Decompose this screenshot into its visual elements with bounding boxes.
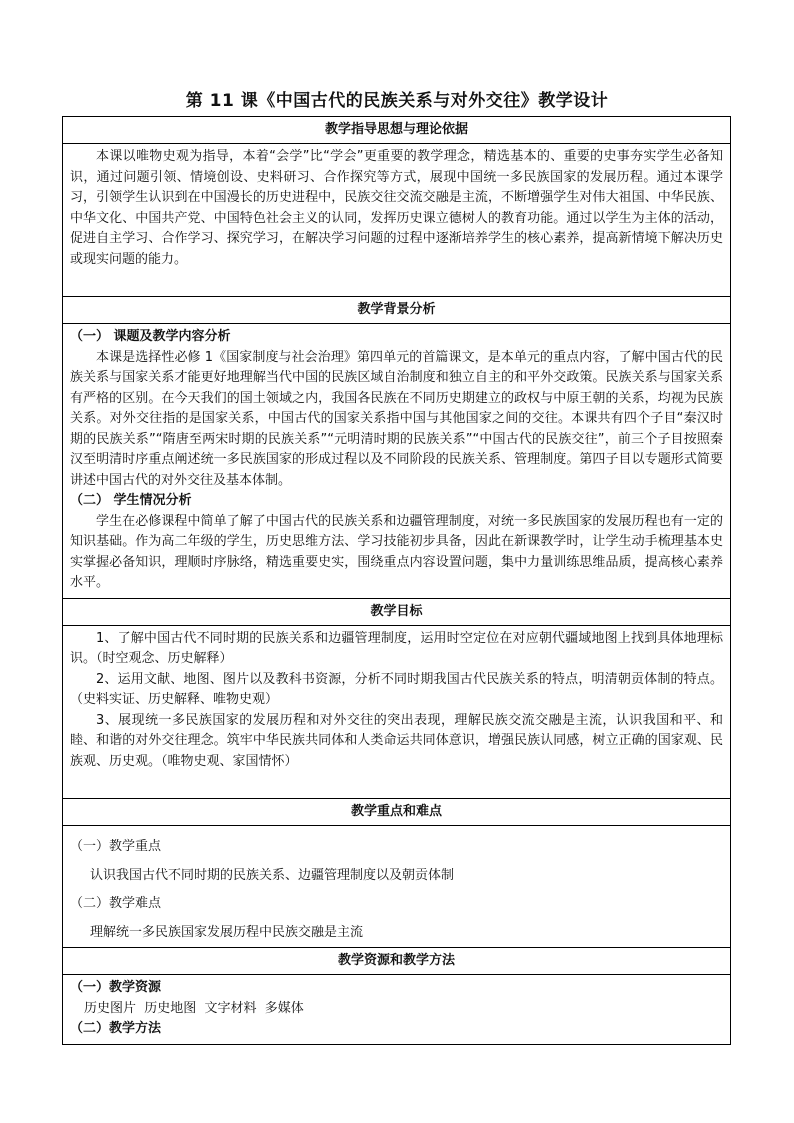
section-body-background: [63, 324, 731, 599]
section-body-keypoints: [63, 826, 731, 948]
background-text-2: 学生在必修课程中简单了解了中国古代的民族关系和边疆管理制度，对统一多民族国家的发展历程也有一定的知识基础。作为高二年级的学生，历史思维方法、学习技能初步具备，因此在新课教学时，让学生动手梳理基本史实掌握必备知识，理顺时序脉络，精选重要史实，围绕重点内容设置问题，集中力量训练思维品质，提高核心素养水平。: [70, 513, 723, 590]
keypoints-subheading-2: （二）教学难点: [70, 896, 162, 911]
resources-subheading-2: （二）教学方法: [70, 1021, 162, 1036]
section-heading-resources: 教学资源和教学方法: [63, 948, 731, 975]
lesson-plan-table: [62, 116, 731, 1045]
section-heading-guiding: 教学指导思想与理论依据: [63, 117, 731, 144]
background-text-1: 本课是选择性必修 1《国家制度与社会治理》第四单元的首篇课文，是本单元的重点内容，了解中国古代的民族关系与国家关系才能更好地理解当代中国的民族区域自治制度和独立自主的和平外交政策。民族关系与国家关系有严格的区别。在今天我们的国土领域之内，我国各民族在不同历史期建立的政权与中原王朝的关系，均视为民族关系。对外交往指的是国家关系，中国古代的国家关系指中国与其他国家之间的交往。本课共有四个子目“秦汉时期的民族关系”“隋唐至两宋时期的民族关系”“元明清时期的民族关系”“中国古代的民族交往”，前三个子目按照秦汉至明清时序重点阐述统一多民族国家的形成过程以及不同阶段的民族关系、管理制度。第四子目以专题形式简要讲述中国古代的对外交往及基本体制。: [70, 349, 723, 488]
background-subheading-1: （一） 课题及教学内容分析: [70, 329, 231, 344]
keypoints-text-1: 认识我国古代不同时期的民族关系、边疆管理制度以及朝贡体制: [90, 867, 455, 883]
spacer: [70, 829, 723, 837]
section-heading-background: 教学背景分析: [63, 297, 731, 324]
section-body-guiding: [63, 144, 731, 297]
spacer: [70, 915, 723, 923]
spacer: [70, 858, 723, 866]
section-heading-keypoints: 教学重点和难点: [63, 799, 731, 826]
goal-item-1: 1、了解中国古代不同时期的民族关系和边疆管理制度，运用时空定位在对应朝代疆域地图上找到具体地理标识。（时空观念、历史解释）: [70, 630, 723, 666]
spacer: [70, 772, 723, 794]
page-title: 第 11 课《中国古代的民族关系与对外交往》教学设计: [185, 91, 609, 111]
keypoints-text-2: 理解统一多民族国家发展历程中民族交融是主流: [90, 924, 364, 940]
section-body-goals: [63, 625, 731, 799]
guiding-text: 本课以唯物史观为指导，本着“会学”比“学会”更重要的教学理念，精选基本的、重要的史事夯实学生必备知识，通过问题引领、情境创设、史料研习、合作探究等方式，展现中国统一多民族国家的发展历程。通过本课学习，引领学生认识到在中国漫长的历史进程中，民族交往交流交融是主流，不断增强学生对伟大祖国、中华民族、中华文化、中国共产党、中国特色社会主义的认同，发挥历史课立德树人的教育功能。通过以学生为主体的活动，促进自主学习、合作学习、探究学习，在解决学习问题的过程中逐渐培养学生的核心素养，提高新情境下解决历史或现实问题的能力。: [70, 149, 723, 267]
goal-item-3: 3、展现统一多民族国家的发展历程和对外交往的突出表现，理解民族交流交融是主流，认识我国和平、和睦、和谐的对外交往理念。筑牢中华民族共同体和人类命运共同体意识，增强民族认同感，树立正确的国家观、民族观、历史观。（唯物史观、家国情怀）: [70, 712, 723, 769]
section-heading-goals: 教学目标: [63, 598, 731, 625]
resources-text-1: 历史图片 历史地图 文字材料 多媒体: [84, 1000, 304, 1016]
spacer: [70, 886, 723, 894]
background-subheading-2: （二） 学生情况分析: [70, 493, 192, 508]
goal-item-2: 2、运用文献、地图、图片以及教科书资源，分析不同时期我国古代民族关系的特点，明清朝贡体制的特点。（史料实证、历史解释、唯物史观）: [70, 671, 723, 707]
section-body-resources: [63, 975, 731, 1045]
keypoints-subheading-1: （一）教学重点: [70, 839, 162, 854]
spacer: [70, 270, 723, 292]
resources-subheading-1: （一）教学资源: [70, 980, 162, 995]
